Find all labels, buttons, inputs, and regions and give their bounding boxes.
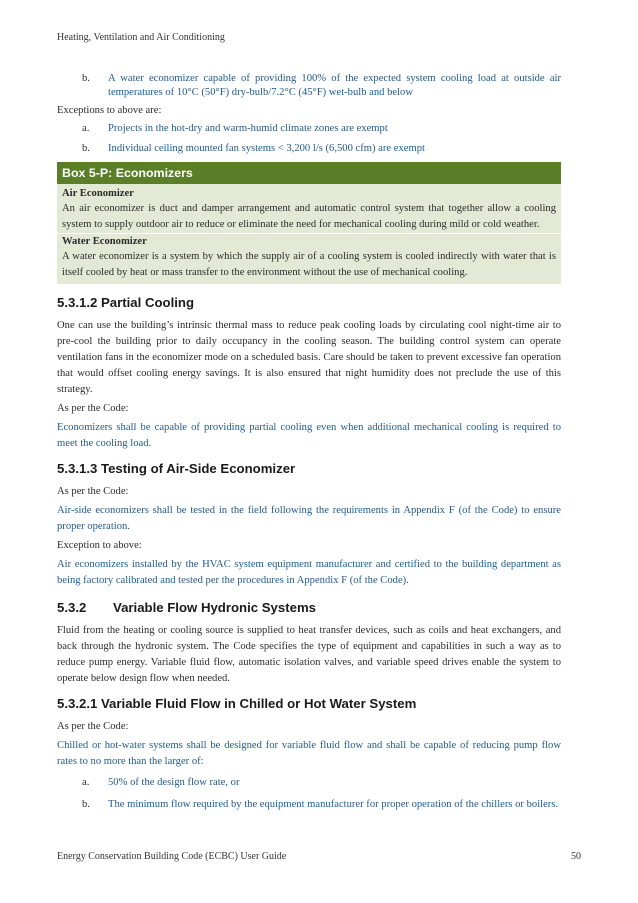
list-item xyxy=(57,776,561,790)
section-title: Variable Flow Hydronic Systems xyxy=(113,600,317,615)
exception-intro: Exception to above: xyxy=(57,540,142,551)
list-marker: b. xyxy=(82,799,90,810)
code-intro: As per the Code: xyxy=(57,486,129,497)
section-number: 5.3.2 xyxy=(57,600,87,615)
exceptions-intro: Exceptions to above are: xyxy=(57,105,162,116)
running-header: Heating, Ventilation and Air Conditioning xyxy=(57,32,225,43)
code-text: Air-side economizers shall be tested in the field following the requirements in Appendix F (of the Code) to ensure proper operation. xyxy=(57,505,561,532)
box-definition: A water economizer is a system by which the supply air of a cooling system is cooled indirectly with water that is itself cooled by heat or mass transfer to the environment without the use of mechanical cooling. xyxy=(62,251,556,278)
box-term: Water Economizer xyxy=(62,236,147,247)
list-marker: b. xyxy=(82,73,90,84)
economizers-box xyxy=(57,162,561,284)
section-heading: 5.3.1.2 Partial Cooling xyxy=(57,295,195,310)
box-title: Box 5-P: Economizers xyxy=(57,162,561,184)
box-term: Air Economizer xyxy=(62,188,134,199)
list-item-text: 50% of the design flow rate, or xyxy=(108,777,240,788)
list-item xyxy=(57,798,561,812)
page-number: 50 xyxy=(571,851,581,862)
footer-title: Energy Conservation Building Code (ECBC) User Guide xyxy=(57,851,287,862)
section-heading xyxy=(57,599,561,617)
list-item-text: Individual ceiling mounted fan systems < 3,200 l/s (6,500 cfm) are exempt xyxy=(108,143,425,154)
list-item-text: A water economizer capable of providing 100% of the expected system cooling load at outside air temperatures of 10°C (50°F) dry-bulb/7.2°C (45°F) wet-bulb and below xyxy=(108,73,561,98)
list-item-text: The minimum flow required by the equipment manufacturer for proper operation of the chillers or boilers. xyxy=(108,799,559,810)
code-text: Economizers shall be capable of providing partial cooling even when additional mechanical cooling is required to meet the cooling load. xyxy=(57,422,561,449)
section-heading: 5.3.1.3 Testing of Air-Side Economizer xyxy=(57,461,296,476)
box-definition: An air economizer is duct and damper arrangement and automatic control system that together allow a cooling system to supply outdoor air to reduce or eliminate the need for mechanical cooling during mild or cold weather. xyxy=(62,203,556,230)
body-paragraph: One can use the building’s intrinsic thermal mass to reduce peak cooling loads by circulating cool night-time air to pre-cool the building prior to daily occupancy in the cooling season. The building control system can operate ventilation fans in the economizer mode on a scheduled basis. Care should be taken to prevent excessive fan operation that would offset cooling energy savings. It is also ensured that night humidity does not preclude the use of this strategy. xyxy=(57,320,561,395)
body-paragraph: Fluid from the heating or cooling source is supplied to heat transfer devices, such as coils and heat exchangers, and back through the hydronic system. The Code specifies the type of equipment and capabilities in such a way as to reduce pump energy. Variable fluid flow, automatic isolation valves, and variable speed drives enable the system to operate below design flow when needed. xyxy=(57,625,561,684)
list-item xyxy=(57,142,561,156)
code-text: Chilled or hot-water systems shall be designed for variable fluid flow and shall be capable of reducing pump flow rates to no more than the larger of: xyxy=(57,740,561,767)
list-marker: a. xyxy=(82,777,90,788)
section-heading: 5.3.2.1 Variable Fluid Flow in Chilled or Hot Water System xyxy=(57,696,417,711)
box-body xyxy=(57,184,561,284)
code-intro: As per the Code: xyxy=(57,721,129,732)
list-item xyxy=(57,72,561,100)
running-footer xyxy=(57,851,581,862)
list-marker: a. xyxy=(82,123,90,134)
list-item-text: Projects in the hot-dry and warm-humid climate zones are exempt xyxy=(108,123,388,134)
code-text: Air economizers installed by the HVAC system equipment manufacturer and certified to the building department as being factory calibrated and tested per the procedures in Appendix F (of the Code). xyxy=(57,559,561,586)
list-marker: b. xyxy=(82,143,90,154)
page-content xyxy=(57,72,561,812)
code-intro: As per the Code: xyxy=(57,403,129,414)
list-item xyxy=(57,122,561,136)
